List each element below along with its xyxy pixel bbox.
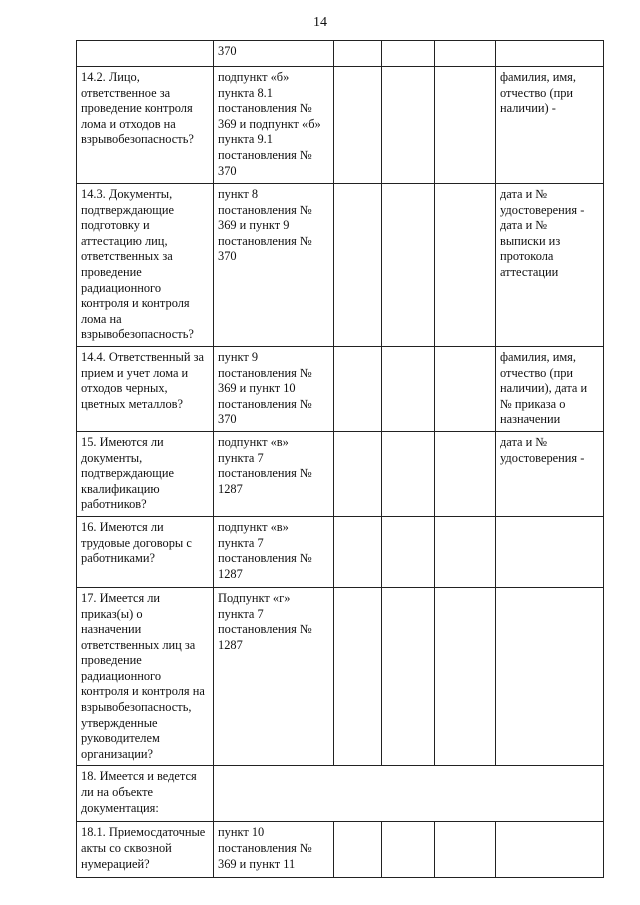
reference-cell: пункт 8 постановления № 369 и пункт 9 постановления № 370	[214, 184, 334, 347]
reference-cell: пункт 10 постановления № 369 и пункт 11	[214, 822, 334, 878]
table-row	[77, 431, 604, 516]
answer-yes-cell	[334, 431, 382, 516]
page-number: 14	[313, 15, 327, 30]
checklist-body	[77, 41, 604, 878]
answer-na-cell	[435, 346, 496, 431]
question-cell: 16. Имеются ли трудовые договоры с работниками?	[77, 516, 214, 587]
note-cell	[496, 822, 604, 878]
answer-yes-cell	[334, 822, 382, 878]
table-row	[77, 587, 604, 766]
note-cell: фамилия, имя, отчество (при наличии), дата и № приказа о назначении	[496, 346, 604, 431]
answer-yes-cell	[334, 587, 382, 766]
answer-yes-cell	[334, 184, 382, 347]
answer-no-cell	[382, 587, 435, 766]
answer-yes-cell	[334, 346, 382, 431]
answer-yes-cell	[334, 41, 382, 67]
answer-no-cell	[382, 67, 435, 184]
merged-cell	[214, 766, 604, 822]
answer-na-cell	[435, 516, 496, 587]
answer-na-cell	[435, 822, 496, 878]
table-row	[77, 516, 604, 587]
question-cell: 14.4. Ответственный за прием и учет лома и отходов черных, цветных металлов?	[77, 346, 214, 431]
reference-cell: Подпункт «г» пункта 7 постановления № 1287	[214, 587, 334, 766]
note-cell: дата и № удостоверения -	[496, 431, 604, 516]
note-cell: фамилия, имя, отчество (при наличии) -	[496, 67, 604, 184]
answer-na-cell	[435, 431, 496, 516]
question-cell: 17. Имеется ли приказ(ы) о назначении ответственных лиц за проведение радиационного контроля и контроля на взрывобезопасность, утвержденные руководителем организации?	[77, 587, 214, 766]
question-cell: 18. Имеется и ведется ли на объекте документация:	[77, 766, 214, 822]
answer-na-cell	[435, 184, 496, 347]
answer-no-cell	[382, 822, 435, 878]
answer-yes-cell	[334, 516, 382, 587]
answer-no-cell	[382, 516, 435, 587]
question-cell: 14.3. Документы, подтверждающие подготовку и аттестацию лиц, ответственных за проведение радиационного контроля и контроля лома на взрывобезопасность?	[77, 184, 214, 347]
question-cell: 18.1. Приемосдаточные акты со сквозной нумерацией?	[77, 822, 214, 878]
table-row	[77, 41, 604, 67]
answer-na-cell	[435, 41, 496, 67]
reference-cell: подпункт «б» пункта 8.1 постановления № 369 и подпункт «б» пункта 9.1 постановления № 370	[214, 67, 334, 184]
answer-na-cell	[435, 67, 496, 184]
reference-cell: пункт 9 постановления № 369 и пункт 10 постановления № 370	[214, 346, 334, 431]
answer-no-cell	[382, 41, 435, 67]
reference-cell: подпункт «в» пункта 7 постановления № 1287	[214, 516, 334, 587]
answer-na-cell	[435, 587, 496, 766]
question-cell: 14.2. Лицо, ответственное за проведение контроля лома и отходов на взрывобезопасность?	[77, 67, 214, 184]
checklist-table	[76, 40, 604, 878]
answer-yes-cell	[334, 67, 382, 184]
reference-cell: 370	[214, 41, 334, 67]
note-cell	[496, 41, 604, 67]
answer-no-cell	[382, 431, 435, 516]
question-cell	[77, 41, 214, 67]
table-row	[77, 184, 604, 347]
note-cell	[496, 587, 604, 766]
table-row	[77, 67, 604, 184]
reference-cell: подпункт «в» пункта 7 постановления № 1287	[214, 431, 334, 516]
table-row	[77, 346, 604, 431]
answer-no-cell	[382, 184, 435, 347]
table-row	[77, 822, 604, 878]
table-row	[77, 766, 604, 822]
note-cell	[496, 516, 604, 587]
question-cell: 15. Имеются ли документы, подтверждающие квалификацию работников?	[77, 431, 214, 516]
note-cell: дата и № удостоверения - дата и № выписки из протокола аттестации	[496, 184, 604, 347]
answer-no-cell	[382, 346, 435, 431]
